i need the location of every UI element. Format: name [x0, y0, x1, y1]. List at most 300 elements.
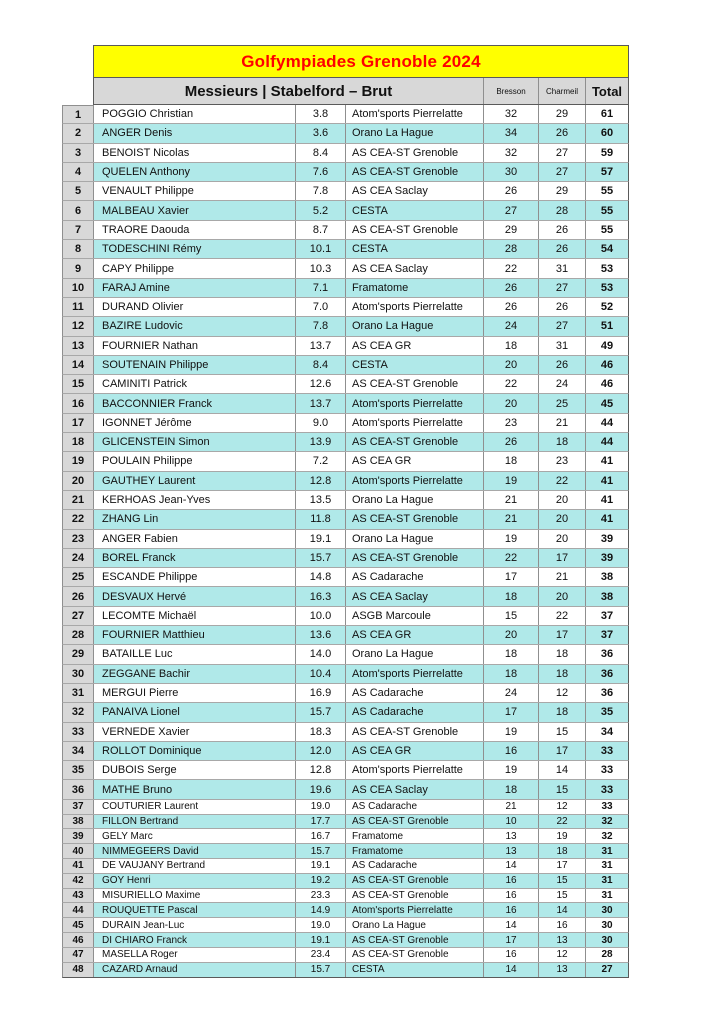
handicap-index: 13.9: [296, 433, 346, 451]
charmeil-score: 15: [539, 780, 586, 798]
charmeil-score: 13: [539, 963, 586, 977]
table-row: [62, 587, 629, 606]
handicap-index: 12.8: [296, 761, 346, 779]
rank-cell: 46: [63, 933, 94, 947]
club-name: AS CEA-ST Grenoble: [346, 889, 484, 903]
bresson-score: 17: [484, 568, 539, 586]
handicap-index: 5.2: [296, 201, 346, 219]
rank-cell: 4: [63, 163, 94, 181]
charmeil-score: 15: [539, 874, 586, 888]
bresson-score: 20: [484, 356, 539, 374]
rank-cell: 9: [63, 259, 94, 277]
player-name: VERNEDE Xavier: [94, 723, 296, 741]
player-name: QUELEN Anthony: [94, 163, 296, 181]
handicap-index: 16.9: [296, 684, 346, 702]
charmeil-score: 22: [539, 815, 586, 829]
table-row: [62, 414, 629, 433]
charmeil-score: 22: [539, 472, 586, 490]
total-score: 39: [600, 551, 614, 564]
total-score: 32: [601, 815, 613, 827]
club-name: AS CEA-ST Grenoble: [346, 933, 484, 947]
rank-cell: 19: [63, 452, 94, 470]
charmeil-score: 17: [539, 742, 586, 760]
table-row: [62, 375, 629, 394]
table-row: [62, 221, 629, 240]
table-body: [62, 105, 629, 978]
table-row: [62, 201, 629, 220]
player-name: GELY Marc: [94, 829, 296, 843]
rank-cell: 45: [63, 918, 94, 932]
handicap-index: 14.0: [296, 645, 346, 663]
club-name: Atom'sports Pierrelatte: [346, 298, 484, 316]
bresson-score: 16: [484, 948, 539, 962]
club-name: AS CEA-ST Grenoble: [346, 874, 484, 888]
club-name: Orano La Hague: [346, 491, 484, 509]
player-name: PANAIVA Lionel: [94, 703, 296, 721]
column-header-total: Total: [591, 83, 623, 99]
charmeil-score: 13: [539, 933, 586, 947]
bresson-score: 29: [484, 221, 539, 239]
bresson-score: 24: [484, 684, 539, 702]
total-score: 44: [600, 436, 614, 449]
total-score: 49: [600, 339, 614, 352]
handicap-index: 7.8: [296, 317, 346, 335]
table-row: [62, 933, 629, 948]
club-name: AS CEA GR: [346, 626, 484, 644]
player-name: BATAILLE Luc: [94, 645, 296, 663]
bresson-score: 26: [484, 433, 539, 451]
charmeil-score: 17: [539, 626, 586, 644]
total-score: 55: [600, 223, 614, 236]
page-title: Golfympiades Grenoble 2024: [241, 51, 481, 71]
handicap-index: 9.0: [296, 414, 346, 432]
club-name: AS CEA-ST Grenoble: [346, 144, 484, 162]
bresson-score: 18: [484, 665, 539, 683]
handicap-index: 11.8: [296, 510, 346, 528]
rank-cell: 5: [63, 182, 94, 200]
player-name: ROLLOT Dominique: [94, 742, 296, 760]
rank-cell: 40: [63, 844, 94, 858]
player-name: LECOMTE Michaël: [94, 607, 296, 625]
rank-cell: 38: [63, 815, 94, 829]
table-row: [62, 163, 629, 182]
handicap-index: 23.3: [296, 889, 346, 903]
player-name: KERHOAS Jean-Yves: [94, 491, 296, 509]
handicap-index: 16.3: [296, 587, 346, 605]
handicap-index: 13.5: [296, 491, 346, 509]
rank-cell: 34: [63, 742, 94, 760]
handicap-index: 19.1: [296, 933, 346, 947]
club-name: AS Cadarache: [346, 859, 484, 873]
bresson-score: 10: [484, 815, 539, 829]
charmeil-score: 26: [539, 221, 586, 239]
bresson-score: 18: [484, 337, 539, 355]
club-name: AS CEA-ST Grenoble: [346, 549, 484, 567]
total-score: 31: [601, 860, 613, 872]
charmeil-score: 21: [539, 568, 586, 586]
total-score: 52: [600, 301, 614, 314]
rank-cell: 25: [63, 568, 94, 586]
table-row: [62, 684, 629, 703]
player-name: NIMMEGEERS David: [94, 844, 296, 858]
handicap-index: 10.1: [296, 240, 346, 258]
charmeil-score: 27: [539, 144, 586, 162]
handicap-index: 8.4: [296, 356, 346, 374]
table-row: [62, 859, 629, 874]
player-name: MISURIELLO Maxime: [94, 889, 296, 903]
charmeil-score: 26: [539, 298, 586, 316]
club-name: AS CEA-ST Grenoble: [346, 815, 484, 829]
charmeil-score: 26: [539, 240, 586, 258]
club-name: AS CEA-ST Grenoble: [346, 723, 484, 741]
total-score: 59: [600, 146, 614, 159]
club-name: AS CEA GR: [346, 452, 484, 470]
bresson-score: 21: [484, 800, 539, 814]
handicap-index: 10.4: [296, 665, 346, 683]
table-row: [62, 124, 629, 143]
bresson-score: 15: [484, 607, 539, 625]
charmeil-score: 23: [539, 452, 586, 470]
total-score: 33: [601, 801, 613, 813]
bresson-score: 16: [484, 889, 539, 903]
rank-cell: 1: [63, 105, 94, 123]
player-name: MALBEAU Xavier: [94, 201, 296, 219]
handicap-index: 23.4: [296, 948, 346, 962]
player-name: BENOIST Nicolas: [94, 144, 296, 162]
charmeil-score: 27: [539, 279, 586, 297]
handicap-index: 7.8: [296, 182, 346, 200]
bresson-score: 19: [484, 761, 539, 779]
total-score: 38: [600, 590, 614, 603]
table-row: [62, 259, 629, 278]
total-score: 34: [600, 725, 614, 738]
handicap-index: 14.9: [296, 903, 346, 917]
rank-cell: 32: [63, 703, 94, 721]
total-score: 32: [601, 830, 613, 842]
table-row: [62, 645, 629, 664]
charmeil-score: 20: [539, 491, 586, 509]
column-header-bresson: Bresson: [484, 78, 539, 104]
handicap-index: 12.0: [296, 742, 346, 760]
rank-cell: 33: [63, 723, 94, 741]
charmeil-score: 16: [539, 918, 586, 932]
player-name: FOURNIER Nathan: [94, 337, 296, 355]
charmeil-score: 19: [539, 829, 586, 843]
handicap-index: 7.0: [296, 298, 346, 316]
bresson-score: 14: [484, 859, 539, 873]
total-score: 41: [600, 513, 614, 526]
table-header-row: [93, 78, 629, 105]
player-name: ESCANDE Philippe: [94, 568, 296, 586]
player-name: MATHE Bruno: [94, 780, 296, 798]
total-score: 35: [600, 706, 614, 719]
bresson-score: 30: [484, 163, 539, 181]
charmeil-score: 18: [539, 844, 586, 858]
club-name: AS Cadarache: [346, 684, 484, 702]
total-score: 39: [600, 532, 614, 545]
rank-cell: 7: [63, 221, 94, 239]
player-name: GOY Henri: [94, 874, 296, 888]
charmeil-score: 26: [539, 356, 586, 374]
total-score: 30: [601, 919, 613, 931]
handicap-index: 14.8: [296, 568, 346, 586]
table-row: [62, 298, 629, 317]
column-header-category: Messieurs | Stabelford – Brut: [94, 78, 484, 104]
charmeil-score: 24: [539, 375, 586, 393]
rank-cell: 27: [63, 607, 94, 625]
charmeil-score: 12: [539, 800, 586, 814]
rank-cell: 18: [63, 433, 94, 451]
player-name: FARAJ Amine: [94, 279, 296, 297]
total-score: 37: [600, 629, 614, 642]
club-name: CESTA: [346, 963, 484, 977]
club-name: AS CEA Saclay: [346, 259, 484, 277]
club-name: Atom'sports Pierrelatte: [346, 414, 484, 432]
bresson-score: 32: [484, 144, 539, 162]
table-row: [62, 903, 629, 918]
rank-cell: 15: [63, 375, 94, 393]
total-score: 30: [601, 904, 613, 916]
charmeil-score: 20: [539, 587, 586, 605]
table-row: [62, 607, 629, 626]
handicap-index: 10.0: [296, 607, 346, 625]
charmeil-score: 25: [539, 394, 586, 412]
table-row: [62, 844, 629, 859]
club-name: AS CEA Saclay: [346, 780, 484, 798]
rank-cell: 42: [63, 874, 94, 888]
handicap-index: 16.7: [296, 829, 346, 843]
handicap-index: 3.8: [296, 105, 346, 123]
handicap-index: 19.1: [296, 859, 346, 873]
handicap-index: 15.7: [296, 963, 346, 977]
table-row: [62, 549, 629, 568]
player-name: CAMINITI Patrick: [94, 375, 296, 393]
results-table: [62, 45, 629, 978]
player-name: BOREL Franck: [94, 549, 296, 567]
player-name: CAPY Philippe: [94, 259, 296, 277]
handicap-index: 19.1: [296, 530, 346, 548]
rank-cell: 6: [63, 201, 94, 219]
total-score: 46: [600, 378, 614, 391]
bresson-score: 18: [484, 780, 539, 798]
table-row: [62, 963, 629, 978]
table-row: [62, 665, 629, 684]
table-row: [62, 874, 629, 889]
total-score: 41: [600, 494, 614, 507]
charmeil-score: 27: [539, 163, 586, 181]
player-name: DURAND Olivier: [94, 298, 296, 316]
handicap-index: 19.2: [296, 874, 346, 888]
rank-cell: 26: [63, 587, 94, 605]
player-name: DESVAUX Hervé: [94, 587, 296, 605]
table-row: [62, 568, 629, 587]
bresson-score: 17: [484, 933, 539, 947]
total-score: 33: [600, 744, 614, 757]
charmeil-score: 29: [539, 182, 586, 200]
rank-cell: 24: [63, 549, 94, 567]
rank-cell: 22: [63, 510, 94, 528]
bresson-score: 19: [484, 530, 539, 548]
club-name: CESTA: [346, 356, 484, 374]
rank-cell: 14: [63, 356, 94, 374]
charmeil-score: 31: [539, 259, 586, 277]
charmeil-score: 15: [539, 723, 586, 741]
bresson-score: 18: [484, 645, 539, 663]
handicap-index: 7.1: [296, 279, 346, 297]
charmeil-score: 27: [539, 317, 586, 335]
total-score: 51: [600, 320, 614, 333]
bresson-score: 18: [484, 587, 539, 605]
handicap-index: 13.6: [296, 626, 346, 644]
player-name: MERGUI Pierre: [94, 684, 296, 702]
table-row: [62, 472, 629, 491]
table-row: [62, 510, 629, 529]
total-score: 27: [601, 964, 613, 976]
bresson-score: 22: [484, 549, 539, 567]
bresson-score: 14: [484, 963, 539, 977]
player-name: DE VAUJANY Bertrand: [94, 859, 296, 873]
club-name: Atom'sports Pierrelatte: [346, 105, 484, 123]
rank-cell: 23: [63, 530, 94, 548]
total-score: 37: [600, 609, 614, 622]
table-row: [62, 626, 629, 645]
player-name: DUBOIS Serge: [94, 761, 296, 779]
charmeil-score: 12: [539, 948, 586, 962]
table-row: [62, 144, 629, 163]
handicap-index: 7.2: [296, 452, 346, 470]
total-score: 41: [600, 455, 614, 468]
handicap-index: 3.6: [296, 124, 346, 142]
club-name: Atom'sports Pierrelatte: [346, 903, 484, 917]
total-score: 61: [600, 108, 614, 121]
bresson-score: 19: [484, 723, 539, 741]
table-row: [62, 780, 629, 799]
charmeil-score: 18: [539, 665, 586, 683]
club-name: AS CEA GR: [346, 742, 484, 760]
club-name: AS CEA Saclay: [346, 587, 484, 605]
table-row: [62, 356, 629, 375]
player-name: BAZIRE Ludovic: [94, 317, 296, 335]
club-name: Orano La Hague: [346, 317, 484, 335]
total-score: 55: [600, 204, 614, 217]
table-row: [62, 491, 629, 510]
club-name: Atom'sports Pierrelatte: [346, 472, 484, 490]
total-score: 38: [600, 571, 614, 584]
club-name: Orano La Hague: [346, 918, 484, 932]
total-score: 53: [600, 281, 614, 294]
bresson-score: 34: [484, 124, 539, 142]
player-name: FOURNIER Matthieu: [94, 626, 296, 644]
total-score: 46: [600, 359, 614, 371]
club-name: Orano La Hague: [346, 645, 484, 663]
charmeil-score: 12: [539, 684, 586, 702]
handicap-index: 10.3: [296, 259, 346, 277]
charmeil-score: 29: [539, 105, 586, 123]
charmeil-score: 18: [539, 433, 586, 451]
bresson-score: 18: [484, 452, 539, 470]
player-name: POULAIN Philippe: [94, 452, 296, 470]
total-score: 28: [601, 949, 613, 961]
club-name: AS CEA Saclay: [346, 182, 484, 200]
table-row: [62, 105, 629, 124]
player-name: DURAIN Jean-Luc: [94, 918, 296, 932]
rank-cell: 13: [63, 337, 94, 355]
total-score: 57: [600, 166, 614, 179]
player-name: ANGER Denis: [94, 124, 296, 142]
handicap-index: 15.7: [296, 844, 346, 858]
table-row: [62, 279, 629, 298]
bresson-score: 22: [484, 375, 539, 393]
table-row: [62, 723, 629, 742]
handicap-index: 12.6: [296, 375, 346, 393]
player-name: CAZARD Arnaud: [94, 963, 296, 977]
charmeil-score: 18: [539, 645, 586, 663]
rank-cell: 39: [63, 829, 94, 843]
bresson-score: 16: [484, 874, 539, 888]
club-name: CESTA: [346, 201, 484, 219]
rank-cell: 20: [63, 472, 94, 490]
charmeil-score: 26: [539, 124, 586, 142]
club-name: AS CEA-ST Grenoble: [346, 375, 484, 393]
club-name: Framatome: [346, 279, 484, 297]
table-row: [62, 433, 629, 452]
player-name: DI CHIARO Franck: [94, 933, 296, 947]
rank-cell: 10: [63, 279, 94, 297]
charmeil-score: 20: [539, 510, 586, 528]
column-header-charmeil: Charmeil: [539, 78, 586, 104]
bresson-score: 22: [484, 259, 539, 277]
table-row: [62, 703, 629, 722]
total-score: 33: [600, 783, 614, 796]
total-score: 53: [600, 262, 614, 275]
total-score: 36: [600, 648, 614, 661]
total-score: 31: [601, 890, 613, 902]
club-name: Atom'sports Pierrelatte: [346, 761, 484, 779]
total-score: 30: [601, 934, 613, 946]
total-score: 45: [600, 397, 614, 410]
total-score: 44: [600, 416, 614, 429]
charmeil-score: 14: [539, 903, 586, 917]
table-row: [62, 918, 629, 933]
bresson-score: 26: [484, 279, 539, 297]
club-name: AS Cadarache: [346, 800, 484, 814]
handicap-index: 18.3: [296, 723, 346, 741]
total-score: 31: [601, 875, 613, 887]
total-score: 54: [600, 243, 614, 256]
rank-cell: 3: [63, 144, 94, 162]
charmeil-score: 31: [539, 337, 586, 355]
player-name: ZHANG Lin: [94, 510, 296, 528]
total-score: 41: [600, 474, 614, 487]
player-name: GLICENSTEIN Simon: [94, 433, 296, 451]
rank-cell: 48: [63, 963, 94, 977]
handicap-index: 8.7: [296, 221, 346, 239]
rank-cell: 44: [63, 903, 94, 917]
rank-cell: 36: [63, 780, 94, 798]
player-name: IGONNET Jérôme: [94, 414, 296, 432]
bresson-score: 26: [484, 182, 539, 200]
table-row: [62, 240, 629, 259]
table-row: [62, 948, 629, 963]
rank-cell: 8: [63, 240, 94, 258]
table-row: [62, 889, 629, 904]
rank-cell: 28: [63, 626, 94, 644]
rank-cell: 37: [63, 800, 94, 814]
table-title-bar: [93, 45, 629, 78]
table-row: [62, 742, 629, 761]
player-name: POGGIO Christian: [94, 105, 296, 123]
handicap-index: 13.7: [296, 337, 346, 355]
